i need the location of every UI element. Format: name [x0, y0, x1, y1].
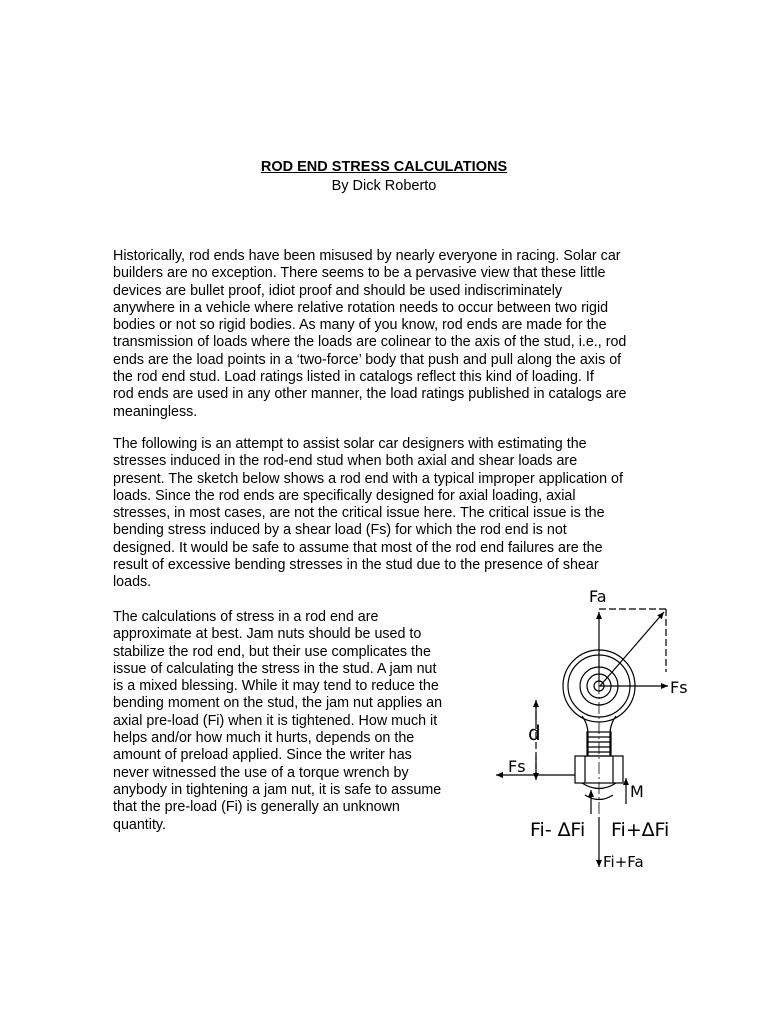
label-fs-right: Fs: [670, 678, 688, 697]
text-line: builders are no exception. There seems to be a pervasive view that these little: [113, 265, 606, 282]
text-line: bending moment on the stud, the jam nut applies an: [113, 695, 443, 712]
label-fi-plus-fa: Fi+Fa: [603, 853, 644, 871]
text-line: rod ends are used in any other manner, the load ratings published in catalogs are: [113, 386, 627, 403]
text-line: never witnessed the use of a torque wrench by: [113, 764, 409, 781]
text-line: issue of calculating the stress in the stud. A jam nut: [113, 660, 437, 677]
resultant-arrow: [600, 612, 664, 686]
text-line: stresses, in most cases, are not the critical issue here. The critical issue is the: [113, 505, 605, 522]
text-line: anybody in tightening a jam nut, it is safe to assume: [113, 781, 442, 798]
paragraph-2: [113, 436, 658, 592]
text-line: loads. Since the rod ends are specifically designed for axial loading, axial: [113, 487, 576, 504]
text-line: bodies or not so rigid bodies. As many of you know, rod ends are made for the: [113, 317, 607, 334]
paragraph-3: [113, 609, 468, 834]
label-fa: Fa: [589, 587, 607, 606]
text-line: that the pre-load (Fi) is generally an unknown: [113, 799, 400, 816]
text-line: approximate at best. Jam nuts should be used to: [113, 626, 422, 643]
text-line: The following is an attempt to assist solar car designers with estimating the: [113, 436, 587, 452]
text-line: stresses induced in the rod-end stud when both axial and shear loads are: [113, 453, 578, 470]
text-line: bending stress induced by a shear load (Fs) for which the rod end is not: [113, 522, 567, 539]
label-d: d: [528, 721, 541, 745]
label-fi-minus-delta-fi: Fi- ∆Fi: [530, 819, 586, 841]
label-m: M: [630, 782, 644, 801]
text-line: helps and/or how much it hurts, depends on the: [113, 730, 415, 747]
text-line: quantity.: [113, 816, 166, 833]
text-line: anywhere in a vehicle where relative rotation needs to occur between two rigid: [113, 299, 609, 316]
text-line: present. The sketch below shows a rod end with a typical improper application of: [113, 470, 623, 487]
text-line: result of excessive bending stresses in the stud due to the presence of shear: [113, 557, 599, 574]
text-line: the rod end stud. Load ratings listed in catalogs reflect this kind of loading. If: [113, 369, 594, 386]
text-line: Historically, rod ends have been misused by nearly everyone in racing. Solar car: [113, 248, 621, 264]
text-line: loads.: [113, 574, 152, 591]
label-fi-plus-delta-fi: Fi+∆Fi: [611, 819, 670, 841]
paragraph-1: [113, 248, 658, 421]
text-line: meaningless.: [113, 403, 198, 420]
document-title: ROD END STRESS CALCULATIONS: [260, 159, 508, 175]
document-author: By Dick Roberto: [331, 178, 437, 194]
text-line: The calculations of stress in a rod end are: [113, 609, 379, 625]
text-line: axial pre-load (Fi) when it is tightened. How much it: [113, 712, 438, 729]
text-line: designed. It would be safe to assume that most of the rod end failures are the: [113, 539, 603, 556]
label-fs-left: Fs: [508, 757, 526, 776]
text-line: amount of preload applied. Since the writer has: [113, 747, 412, 764]
text-line: devices are bullet proof, idiot proof and should be used indiscriminately: [113, 282, 563, 299]
text-line: transmission of loads where the loads are colinear to the axis of the stud, i.e., rod: [113, 334, 627, 351]
rod-end-diagram: [490, 582, 695, 877]
text-line: ends are the load points in a ‘two-force’ body that push and pull along the axis of: [113, 351, 622, 368]
text-line: stabilize the rod end, but their use complicates the: [113, 643, 431, 660]
text-line: is a mixed blessing. While it may tend to reduce the: [113, 678, 439, 695]
